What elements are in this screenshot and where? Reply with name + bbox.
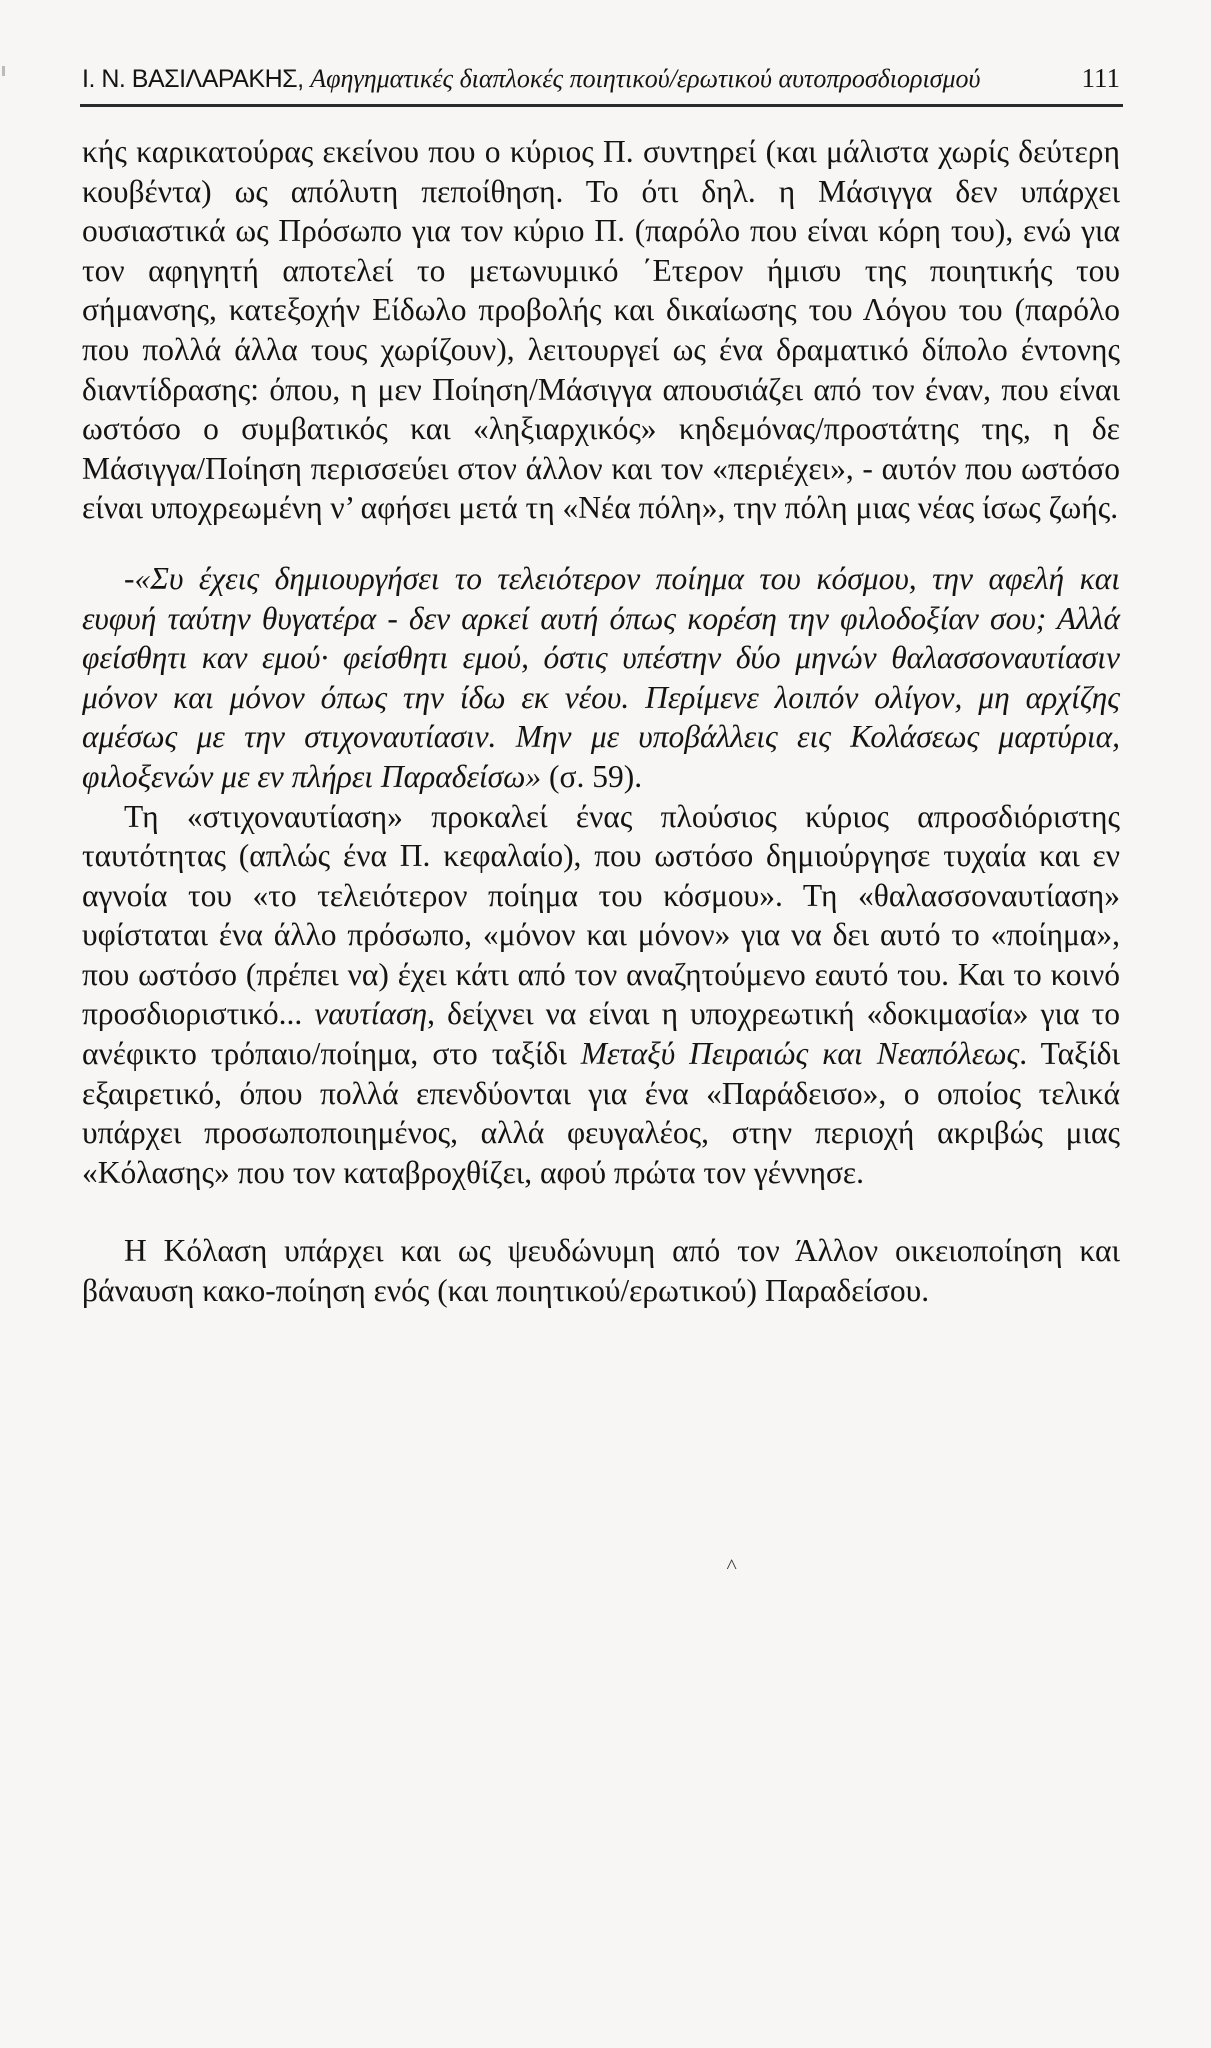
paragraph-2-italic-term: ναυτίαση: [302, 996, 428, 1032]
paragraph-2-part-a: Τη «στιχοναυτίαση» προκαλεί ένας πλούσιος κύριος απροσδιόριστης ταυτότητας (απλώς ένα Π. κεφαλαίο), που ωστόσο δημιούργησε τυχαία και εν αγνοία του «το τελειότερον ποίημα του κόσμου». Τη «θαλασσοναυτίαση» υφίσταται ένα άλλο πρόσωπο, «μόνον και μόνον» για να δει αυτό το «ποίημα», που ωστόσο (πρέπει να) έχει κάτι από τον αναζητούμενο εαυτό του. Και το κοινό προσδιοριστικό...: [82, 798, 1120, 1032]
paragraph-1: κής καρικατούρας εκείνου που ο κύριος Π. συντηρεί (και μάλιστα χωρίς δεύτερη κουβέντα) ως απόλυτη πεποίθηση. Το ότι δηλ. η Μάσιγγα δεν υπάρχει ουσιαστικά ως Πρόσωπο για τον κύριο Π. (παρόλο που είναι κόρη του), ενώ για τον αφηγητή αποτελεί το μετωνυμικό ΄Ετερον ήμισυ της ποιητικής του σήμανσης, κατεξοχήν Είδωλο προβολής και δικαίωσης του Λόγου του (παρόλο που πολλά άλλα τους χωρίζουν), λειτουργεί ως ένα δραματικό δίπολο έντονης διαντίδρασης: όπου, η μεν Ποίηση/Μάσιγγα απουσιάζει από τον έναν, που είναι ωστόσο ο συμβατικός και «ληξιαρχικός» κηδεμόνας/προστάτης της, η δε Μάσιγγα/Ποίηση περισσεύει στον άλλον και τον «περιέχει», - αυτόν που ωστόσο είναι υποχρεωμένη ν’ αφήσει μετά τη «Νέα πόλη», την πόλη μιας νέας ίσως ζωής.: [82, 134, 1120, 526]
page-number: 111: [1081, 63, 1120, 93]
closing-paragraph: Η Κόλαση υπάρχει και ως ψευδώνυμη από τον Άλλον οικειοποίηση και βάναυση κακο-ποίηση ενός (και ποιητικού/ερωτικού) Παραδείσου.: [82, 1233, 1120, 1309]
scan-edge-mark: [2, 66, 5, 76]
paragraph-2-part-e: . Ταξίδι εξαιρετικό, όπου πολλά επενδύονται για ένα «Παράδεισο», ο οποίος τελικά υπάρχει προσωποποιημένος, αλλά φευγαλέος, στην περιοχή ακριβώς μιας «Κόλασης» που τον καταβροχθίζει, αφού πρώτα τον γέννησε.: [82, 1036, 1120, 1190]
header-author: Ι. Ν. ΒΑΣΙΛΑΡΑΚΗΣ,: [82, 65, 304, 93]
block-quote: [82, 559, 1120, 797]
paragraph-2-part-c: , δείχνει να είναι η υποχρεωτική «δοκιμασία» για το ανέφικτο τρόπαιο/ποίημα, στο ταξίδι: [82, 996, 1120, 1072]
scan-artifact-mark: ˄: [726, 1554, 738, 1576]
paragraph-2: [82, 797, 1120, 1193]
body-text: [82, 132, 1120, 1311]
running-header: [82, 58, 1120, 98]
header-rule: [80, 104, 1123, 107]
quote-reference: (σ. 59).: [541, 758, 643, 794]
header-title: Αφηγηματικές διαπλοκές ποιητικού/ερωτικού αυτοπροσδιορισμού: [310, 64, 981, 93]
quote-text: -«Συ έχεις δημιουργήσει το τελειότερον ποίημα του κόσμου, την αφελή και ευφυή ταύτην θυγατέρα - δεν αρκεί αυτή όπως κορέση την φιλοδοξίαν σου; Αλλά φείσθητι καν εμού· φείσθητι εμού, όστις υπέστην δύο μηνών θαλασσοναυτίασιν μόνον και μόνον όπως την ίδω εκ νέου. Περίμενε λοιπόν ολίγον, μη αρχίζης αμέσως με την στιχοναυτίασιν. Μην με υποβάλλεις εις Κολάσεως μαρτύρια, φιλοξενών με εν πλήρει Παραδείσω»: [82, 560, 1120, 794]
paragraph-2-italic-title: Μεταξύ Πειραιώς και Νεαπόλεως: [580, 1036, 1020, 1072]
